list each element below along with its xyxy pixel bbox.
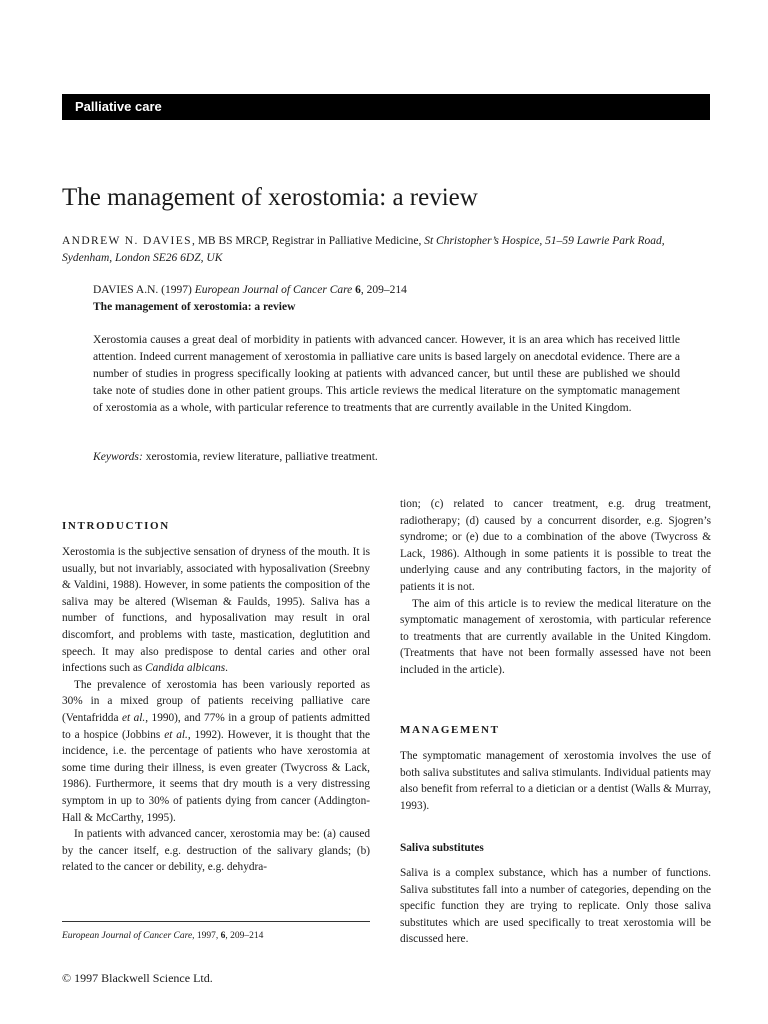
author-line	[62, 233, 687, 267]
left-column	[62, 544, 370, 876]
section-label: Palliative care	[75, 99, 162, 114]
citation-block	[93, 282, 678, 316]
citation-journal: European Journal of Cancer Care	[194, 284, 353, 296]
management-heading: MANAGEMENT	[400, 724, 500, 736]
right-column-intro	[400, 496, 711, 679]
management-paragraph-2: Saliva is a complex substance, which has a number of functions. Saliva substitutes fall into a number of categories, depending on the specific function they are trying to replicate. Only those saliva substitutes which are used specifically to treat xerostomia will be discussed here.	[400, 867, 711, 946]
citation-pages: , 209–214	[360, 284, 407, 296]
intro-paragraph-3-continued: tion; (c) related to cancer treatment, e.g. drug treatment, radiotherapy; (d) caused by a concurrent disorder, e.g. Sjogren’s syndrome; or (e) due to a combination of the above (Twycross & Lack, 1986). Although in some patients it is possible to treat the underlying cause and any contributing factors, in the majority of patients it is not.	[400, 498, 711, 593]
saliva-substitutes-heading: Saliva substitutes	[400, 842, 484, 854]
abstract: Xerostomia causes a great deal of morbidity in patients with advanced cancer. However, it is an area which has received little attention. Indeed current management of xerostomia in palliative care units is based largely on anecdotal evidence. There are a number of studies in progress specifically looking at patients with advanced cancer, but until these are published we should take note of studies done in other patient groups. This article reviews the medical literature on the symptomatic management of xerostomia as a whole, with particular reference to treatments that are currently available in the United Kingdom.	[93, 333, 680, 414]
introduction-heading: INTRODUCTION	[62, 520, 170, 532]
citation-title: The management of xerostomia: a review	[93, 301, 296, 313]
author-credentials: , MB BS MRCP, Registrar in Palliative Medicine,	[191, 235, 425, 247]
footer-citation: European Journal of Cancer Care, 1997, 6, 209–214	[62, 931, 264, 941]
intro-paragraph-2: The prevalence of xerostomia has been variously reported as 30% in a mixed group of patients receiving palliative care (Ventafridda et al., 1990), and 77% in a group of patients admitted to a hospice (Jobbins et al., 1992). However, it is thought that the incidence, i.e. the percentage of patients who have xerostomia at some time during their illness, is even greater (Twycross & Lack, 1986). Furthermore, it seems that dry mouth is a very distressing symptom in up to 30% of patients dying from cancer (Addington-Hall & McCarthy, 1995).	[62, 678, 370, 824]
intro-paragraph-1: Xerostomia is the subjective sensation of dryness of the mouth. It is usually, but not invariably, associated with hyposalivation (Sreebny & Valdini, 1988). However, in some patients the composition of the saliva may be altered (Wiseman & Faulds, 1995). Saliva has a number of functions, and hyposalivation may result in oral discomfort, and problems with taste, mastication, deglutition and speech. It may also predispose to dental caries and other oral infections such as Candida albicans.	[62, 546, 370, 675]
footer-rule	[62, 921, 370, 922]
article-title: The management of xerostomia: a review	[62, 184, 478, 211]
keywords-label: Keywords:	[93, 450, 143, 463]
citation-authors: DAVIES A.N. (1997)	[93, 284, 195, 296]
citation-reference	[93, 282, 678, 299]
author-affiliation: St Christopher’s Hospice, 51–59 Lawrie Park Road, Sydenham, London SE26 6DZ, UK	[62, 235, 665, 264]
copyright-notice: © 1997 Blackwell Science Ltd.	[62, 971, 213, 985]
keywords-value: xerostomia, review literature, palliative treatment.	[145, 450, 378, 463]
section-banner	[62, 94, 710, 120]
author-name: ANDREW N. DAVIES	[62, 235, 192, 247]
citation-volume: 6	[355, 284, 361, 296]
management-paragraph-1: The symptomatic management of xerostomia involves the use of both saliva substitutes and saliva stimulants. Individual patients may also benefit from referral to a dietician or a dentist (Walls & Murray, 1993).	[400, 750, 711, 812]
keywords-line	[93, 448, 680, 465]
intro-paragraph-3: In patients with advanced cancer, xerostomia may be: (a) caused by the cancer itself, e.g. destruction of the salivary glands; (b) related to the cancer or debility, e.g. dehydra-	[62, 828, 370, 874]
intro-paragraph-4: The aim of this article is to review the medical literature on the symptomatic management of xerostomia, with particular reference to treatments that are currently available in the United Kingdom. (Treatments that have not been formally assessed have not been included in the article).	[400, 597, 711, 676]
